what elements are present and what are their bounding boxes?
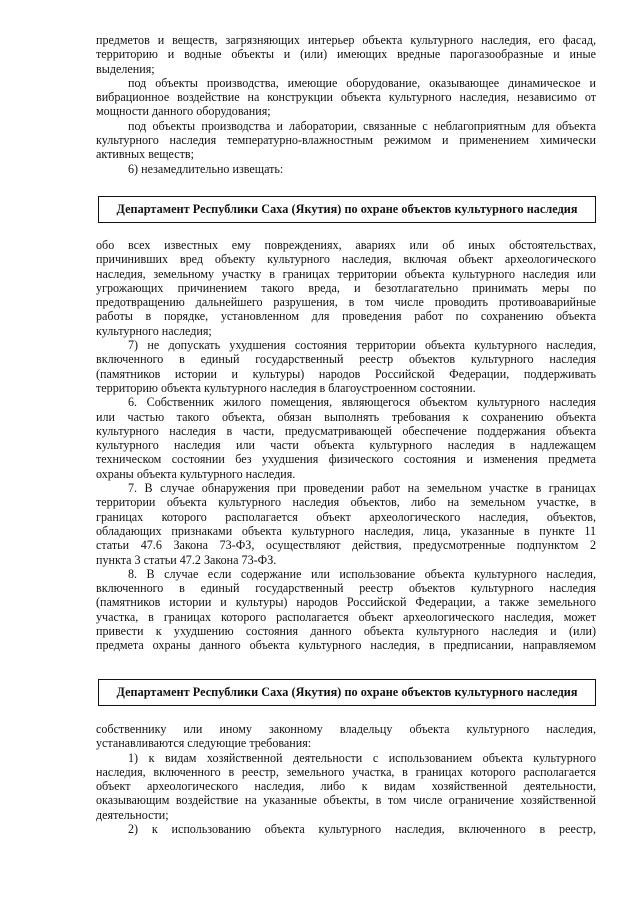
- text-line: объект археологического наследия, либо к видам хозяйственной деятельности,: [96, 779, 596, 794]
- text-line: выделения;: [96, 61, 155, 76]
- text-line: наследия, земельному участку в границах территории объекта культурного наследия или: [96, 266, 596, 281]
- text-line: (памятников истории и культуры) народов Российской Федерации, поддерживать: [96, 366, 596, 381]
- text-line: культурного наследия или части объекта культурного наследия в надлежащем: [96, 438, 596, 453]
- text-line: пункта 3 статьи 47.2 Закона 73-ФЗ.: [96, 552, 277, 567]
- text-line: культурного наследия в части, предусматривающей обеспечение поддержания объекта: [96, 423, 596, 438]
- text-line: охраны объекта культурного наследия.: [96, 466, 296, 481]
- text-line: 8. В случае если содержание или использование объекта культурного наследия,: [128, 566, 596, 581]
- text-line: привести к ухудшению состояния данного объекта культурного наследия и (или): [96, 624, 596, 639]
- text-line: причинивших вред объекту культурного наследия, включая объект археологического: [96, 252, 596, 267]
- text-line: вибрационное воздействие на конструкции объекта культурного наследия, независимо от: [96, 90, 596, 105]
- text-line: 2) к использованию объекта культурного наследия, включенного в реестр,: [128, 822, 596, 837]
- text-line: границах которого располагается объект археологического наследия, объектов,: [96, 509, 596, 524]
- text-line: под объекты производства, имеющие оборудование, оказывающее динамическое и: [128, 75, 596, 90]
- text-block-1: [96, 33, 596, 176]
- department-header-title: Департамент Республики Саха (Якутия) по охране объектов культурного наследия: [116, 202, 578, 216]
- text-line: под объекты производства и лаборатории, связанные с неблагоприятным для объекта: [128, 118, 596, 133]
- department-header: [98, 196, 596, 223]
- text-line: мощности данного оборудования;: [96, 104, 271, 119]
- text-line: территорию и водные объекты и (или) имеющих вредные парогазообразные и иные: [96, 47, 596, 62]
- text-line: культурного наследия;: [96, 323, 212, 338]
- text-line: деятельности;: [96, 807, 169, 822]
- text-line: предметов и веществ, загрязняющих интерьер объекта культурного наследия, его фасад,: [96, 33, 596, 47]
- text-line: работы в порядке, установленном для проведения работ по сохранению объекта: [96, 309, 596, 324]
- text-line: собственнику или иному законному владельцу объекта культурного наследия,: [96, 722, 596, 736]
- text-line: наследия, включенного в реестр, земельного участка, в границах которого располагается: [96, 764, 596, 779]
- text-line: (памятников истории и культуры) народов Российской Федерации, а также земельного: [96, 595, 596, 610]
- text-line: 7. В случае обнаружения при проведении работ на земельном участке в границах: [128, 481, 596, 496]
- text-line: 6. Собственник жилого помещения, являющегося объектом культурного наследия: [128, 395, 596, 410]
- department-header: [98, 679, 596, 706]
- text-line: или частью такого объекта, обязан выполнять требования к сохранению объекта: [96, 409, 596, 424]
- text-line: предмета охраны данного объекта культурного наследия, в предписании, направляемом: [96, 638, 596, 653]
- text-line: 6) незамедлительно извещать:: [128, 161, 284, 176]
- text-line: обо всех известных ему повреждениях, авариях или об иных обстоятельствах,: [96, 238, 596, 252]
- text-line: 7) не допускать ухудшения состояния территории объекта культурного наследия,: [128, 338, 596, 353]
- text-line: участка, в границах которого располагается объект археологического наследия, может: [96, 609, 596, 624]
- text-line: включенного в единый государственный реестр объектов культурного наследия: [96, 352, 596, 367]
- text-line: обладающих признаками объекта культурного наследия, лица, указанные в пункте 11: [96, 523, 596, 538]
- text-line: устанавливаются следующие требования:: [96, 736, 312, 751]
- text-line: включенного в единый государственный реестр объектов культурного наследия: [96, 581, 596, 596]
- text-line: статьи 47.6 Закона 73-ФЗ, осуществляют действия, предусмотренные подпунктом 2: [96, 538, 596, 553]
- text-line: активных веществ;: [96, 147, 194, 162]
- text-line: техническом состоянии без ухудшения физического состояния и изменения предмета: [96, 452, 596, 467]
- text-line: оказывающим воздействие на указанные объекты, в том числе ограничение хозяйственной: [96, 793, 596, 808]
- text-line: территорию объекта культурного наследия в благоустроенном состоянии.: [96, 380, 476, 395]
- text-line: 1) к видам хозяйственной деятельности с использованием объекта культурного: [128, 750, 596, 765]
- department-header-title: Департамент Республики Саха (Якутия) по охране объектов культурного наследия: [116, 685, 578, 699]
- text-block-2: [96, 238, 596, 653]
- text-line: предотвращению дальнейшего разрушения, в том числе проводить противоаварийные: [96, 295, 596, 310]
- text-line: угрожающих причинением такого вреда, и безотлагательно принимать меры по: [96, 280, 596, 295]
- text-line: территории объекта культурного наследия объектов, либо на земельном участке, в: [96, 495, 596, 510]
- text-block-3: [96, 722, 596, 836]
- text-line: культурного наследия температурно-влажностным режимом и применением химически: [96, 133, 596, 148]
